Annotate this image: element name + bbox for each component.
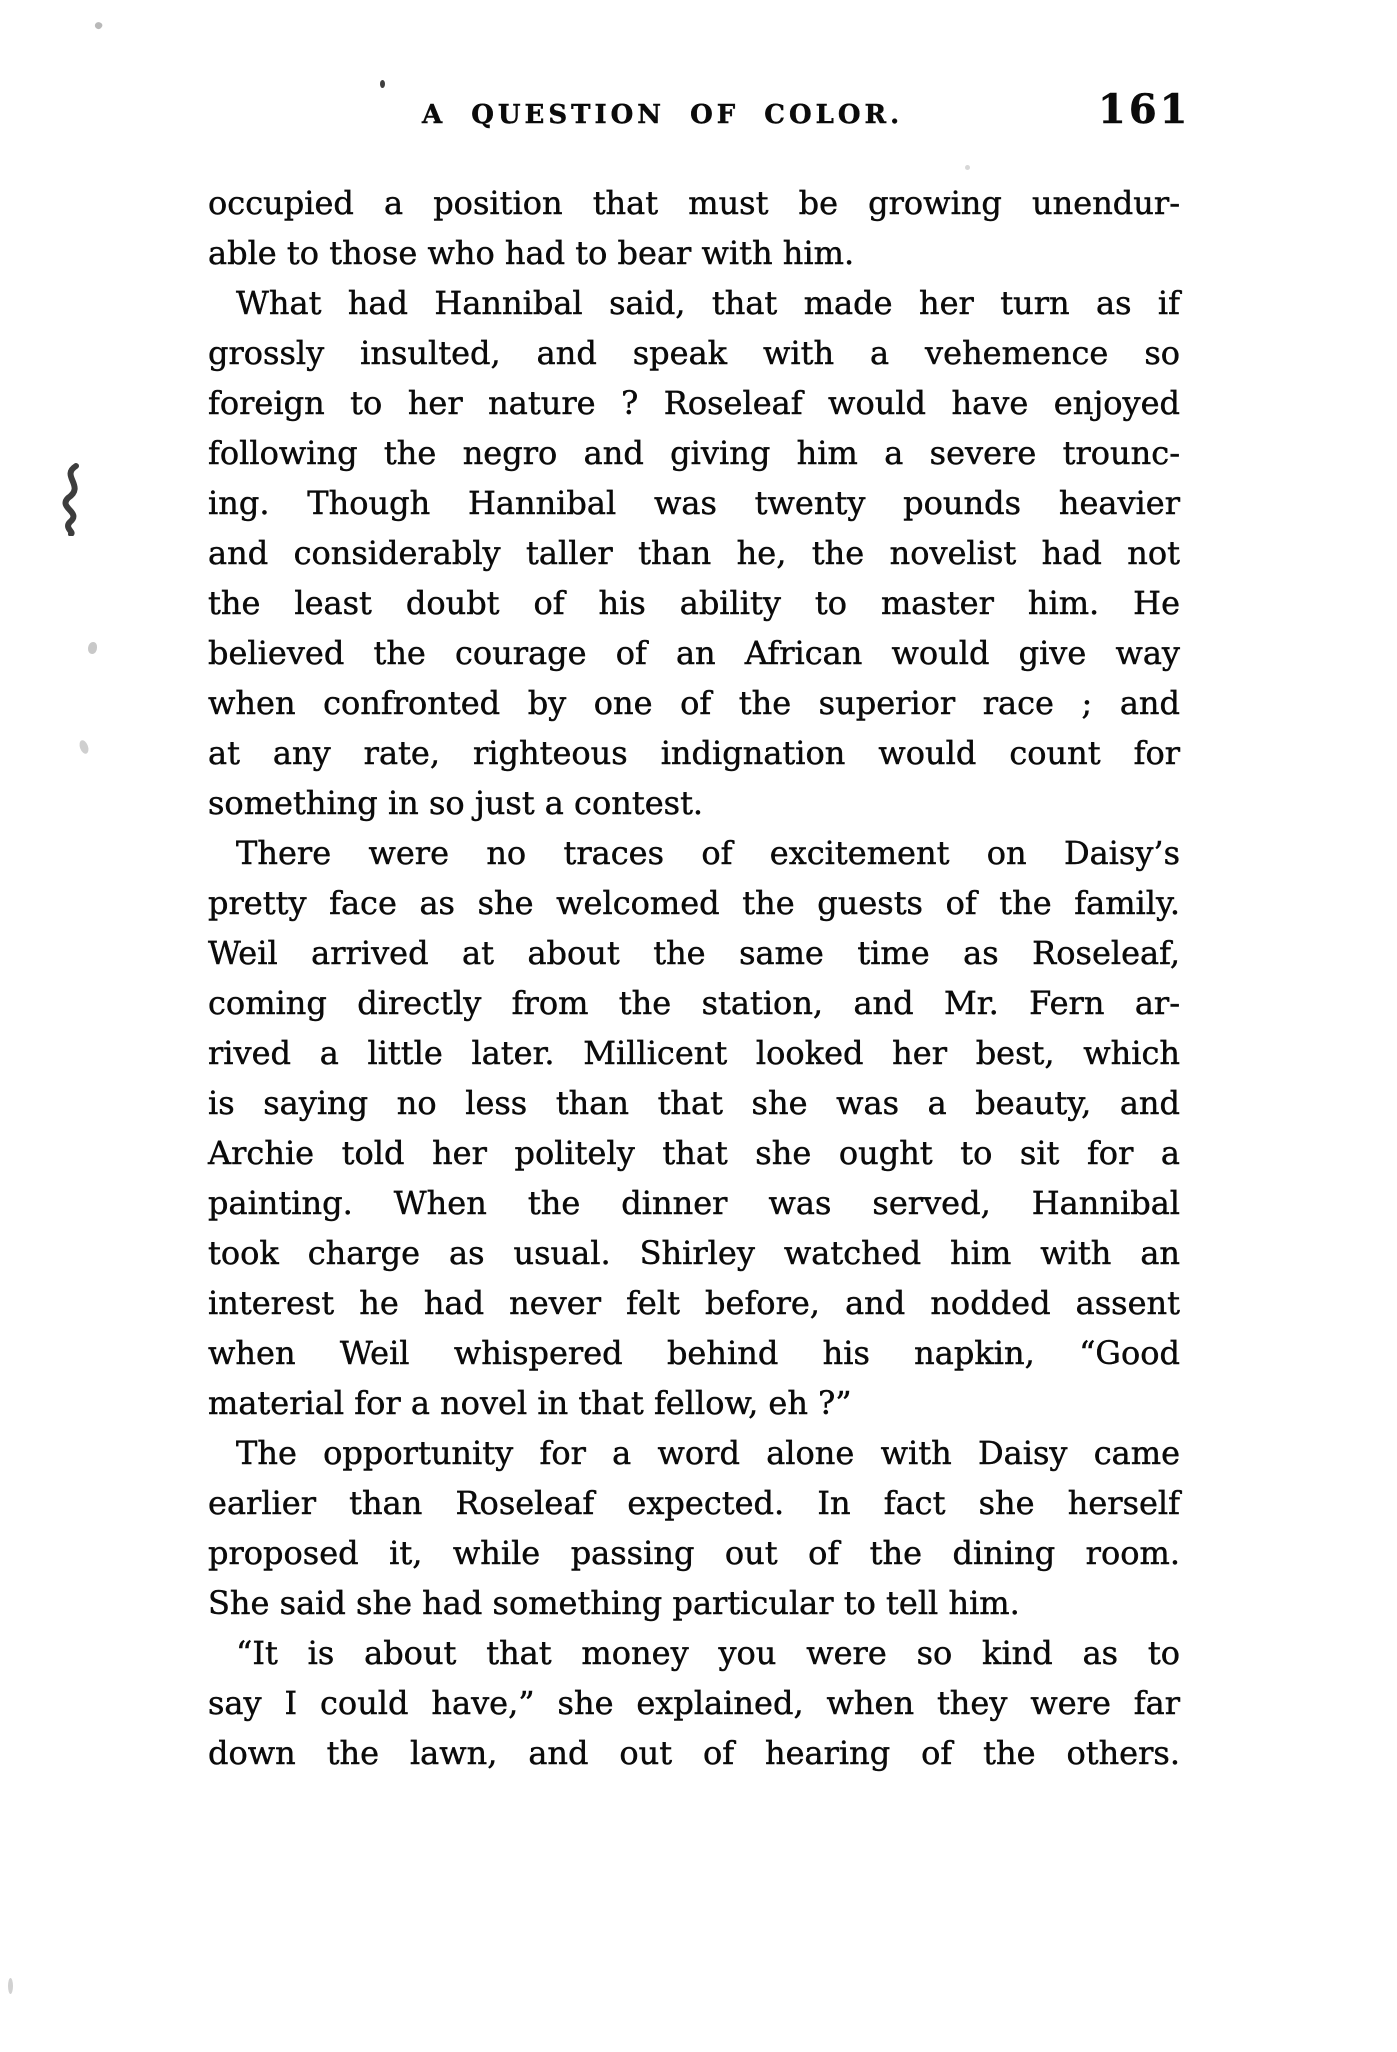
text-line: is saying no less than that she was a beauty, and [208,1084,1180,1122]
text-line: “It is about that money you were so kind as to [236,1634,1180,1672]
text-line: Weil arrived at about the same time as Roseleaf, [208,934,1180,972]
text-line: proposed it, while passing out of the dining room. [208,1534,1180,1572]
running-header: A QUESTION OF COLOR. [422,100,904,130]
ink-speck [94,21,104,31]
text-line: occupied a position that must be growing unendur- [208,184,1180,222]
text-line: ing. Though Hannibal was twenty pounds heavier [208,484,1180,522]
page-body [208,178,1180,1778]
ink-smudge [52,462,94,536]
text-line: earlier than Roseleaf expected. In fact she herself [208,1484,1180,1522]
text-line: grossly insulted, and speak with a vehemence so [208,334,1180,372]
text-line: the least doubt of his ability to master him. He [208,584,1180,622]
text-line: The opportunity for a word alone with Daisy came [236,1434,1180,1472]
ink-speck [78,739,90,755]
text-line: and considerably taller than he, the novelist had not [208,534,1180,572]
text-line: interest he had never felt before, and nodded assent [208,1284,1180,1322]
text-line: coming directly from the station, and Mr. Fern ar- [208,984,1180,1022]
text-line: down the lawn, and out of hearing of the others. [208,1734,1180,1772]
text-line: painting. When the dinner was served, Hannibal [208,1184,1180,1222]
text-line: foreign to her nature ? Roseleaf would have enjoyed [208,384,1180,422]
text-line: something in so just a contest. [208,784,704,822]
text-line: when Weil whispered behind his napkin, “Good [208,1334,1180,1372]
text-line: able to those who had to bear with him. [208,234,855,272]
text-line: rived a little later. Millicent looked her best, which [208,1034,1180,1072]
ink-speck [88,642,97,654]
text-line: pretty face as she welcomed the guests of the family. [208,884,1180,922]
ink-speck [380,80,385,88]
text-line: believed the courage of an African would give way [208,634,1180,672]
text-line: material for a novel in that fellow, eh ?” [208,1384,852,1422]
text-line: when confronted by one of the superior race ; and [208,684,1180,722]
ink-speck [8,1978,13,1994]
text-line: say I could have,” she explained, when they were far [208,1684,1180,1722]
page-number: 161 [1098,86,1191,133]
text-line: What had Hannibal said, that made her turn as if [236,284,1180,322]
text-line: at any rate, righteous indignation would count for [208,734,1180,772]
text-line: took charge as usual. Shirley watched him with an [208,1234,1180,1272]
ink-speck [965,165,970,170]
text-line: There were no traces of excitement on Daisy’s [236,834,1180,872]
text-line: Archie told her politely that she ought to sit for a [208,1134,1180,1172]
text-line: following the negro and giving him a severe trounc- [208,434,1180,472]
text-line: She said she had something particular to tell him. [208,1584,1020,1622]
